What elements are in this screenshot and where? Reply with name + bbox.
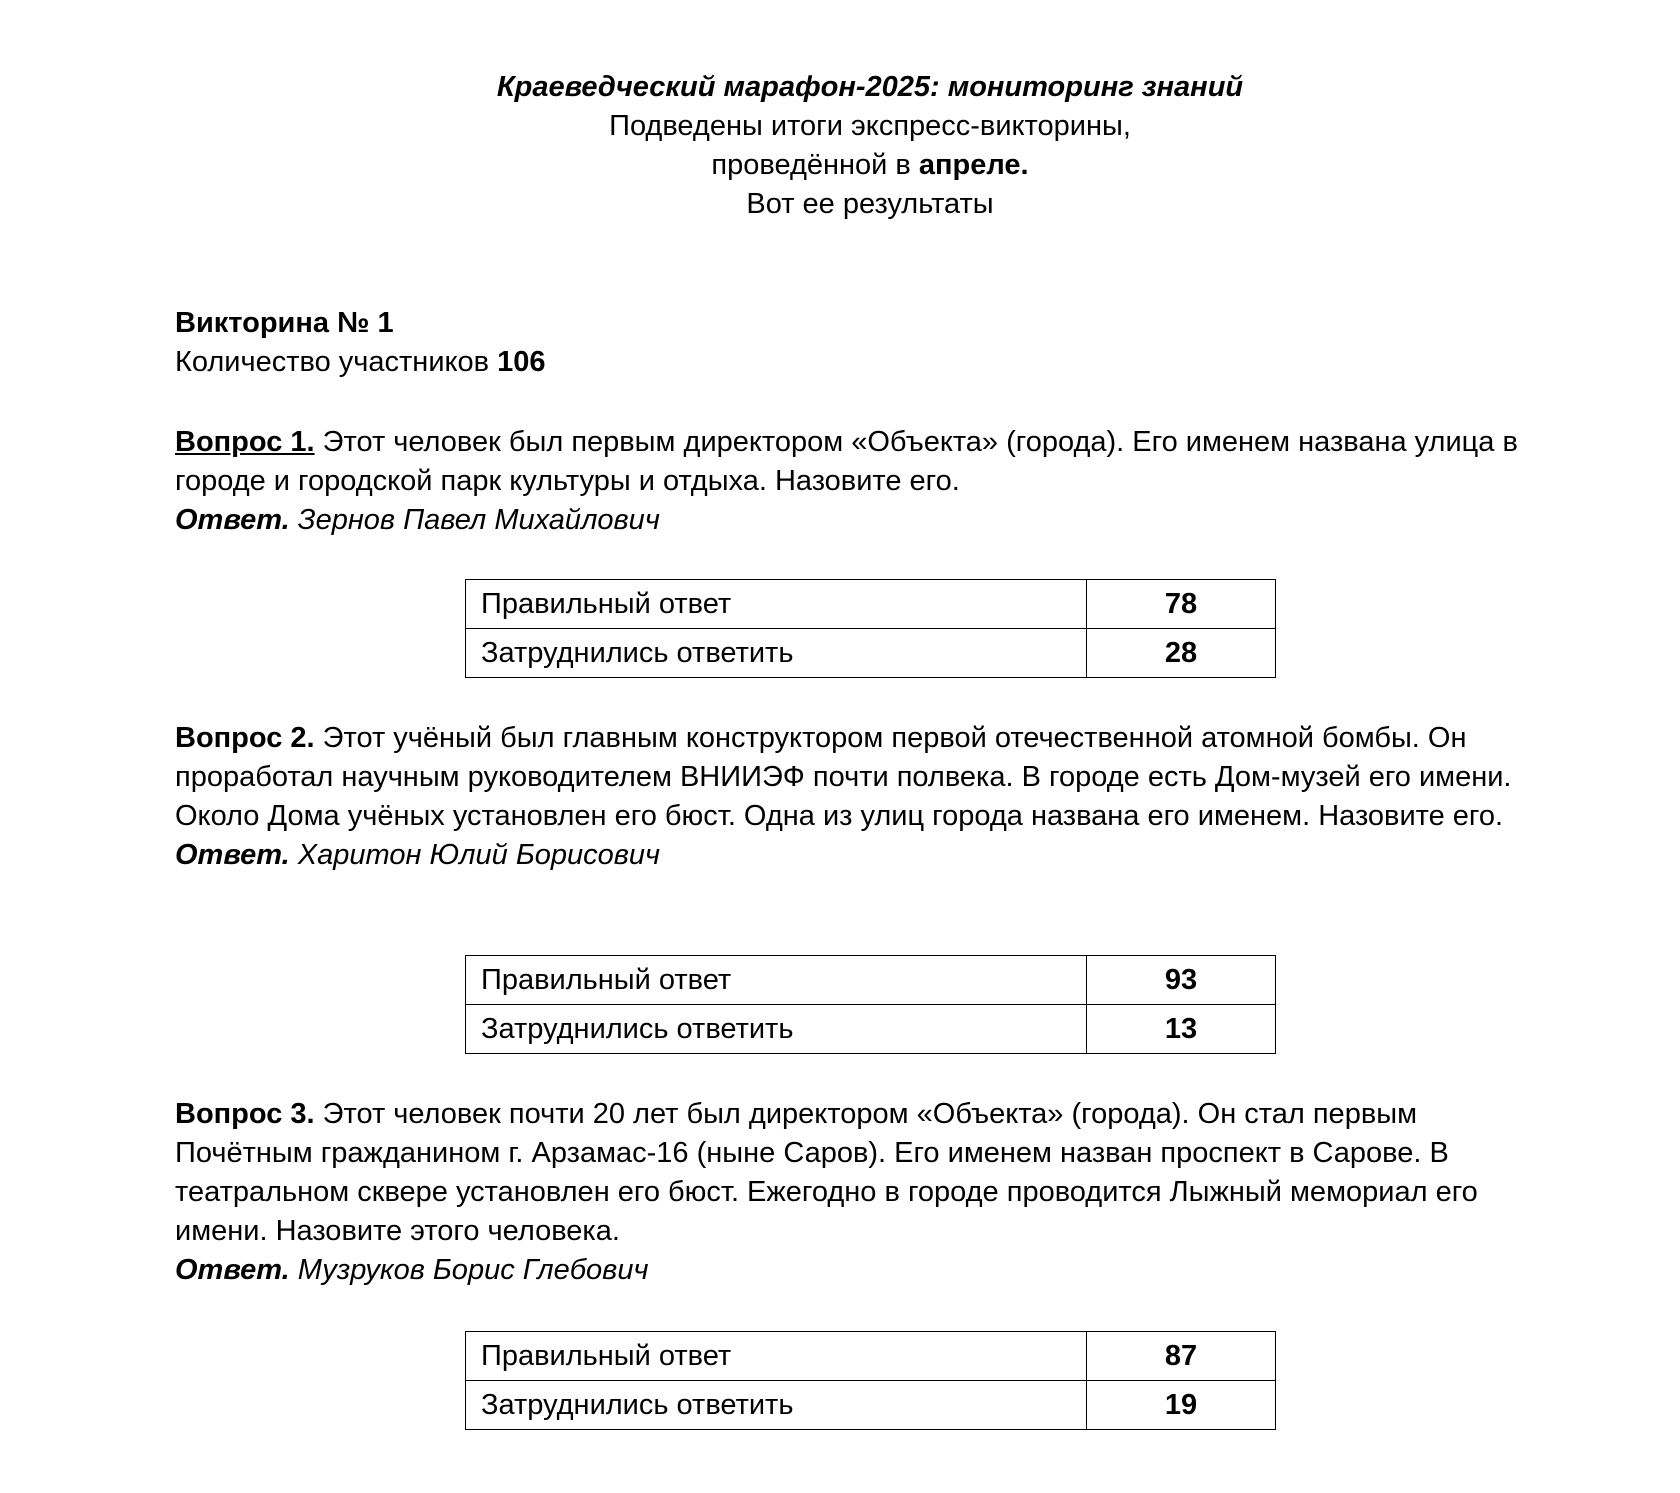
row-label: Затруднились ответить bbox=[466, 629, 1087, 678]
answer bbox=[175, 501, 1545, 540]
subtitle-prefix: проведённой в bbox=[711, 149, 919, 181]
results-table-3 bbox=[465, 1331, 1276, 1430]
participants-label: Количество участников bbox=[175, 346, 498, 378]
answer-text: Музруков Борис Глебович bbox=[289, 1254, 649, 1286]
subtitle-line-1: Подведены итоги экспресс-викторины, bbox=[609, 110, 1131, 142]
quiz-title: Викторина № 1 bbox=[175, 307, 394, 339]
answer-text: Харитон Юлий Борисович bbox=[289, 839, 660, 871]
answer-label: Ответ. bbox=[175, 1254, 290, 1286]
table-row bbox=[466, 580, 1276, 629]
question-text bbox=[175, 719, 1545, 836]
month: апреле. bbox=[918, 149, 1029, 181]
question-label: Вопрос 3. bbox=[175, 1098, 315, 1130]
question-label: Вопрос 2. bbox=[175, 722, 315, 754]
row-value: 13 bbox=[1087, 1005, 1276, 1054]
question-label: Вопрос 1. bbox=[175, 426, 315, 458]
answer bbox=[175, 836, 1545, 875]
results-table-2 bbox=[465, 955, 1276, 1054]
row-value: 93 bbox=[1087, 956, 1276, 1005]
row-label: Правильный ответ bbox=[466, 580, 1087, 629]
row-value: 87 bbox=[1087, 1332, 1276, 1381]
question-3 bbox=[175, 1095, 1545, 1290]
participants bbox=[175, 343, 1545, 382]
table-row bbox=[466, 629, 1276, 678]
question-2 bbox=[175, 719, 1545, 875]
answer bbox=[175, 1251, 1545, 1290]
table-row bbox=[466, 1332, 1276, 1381]
table-row bbox=[466, 1381, 1276, 1430]
question-1 bbox=[175, 423, 1545, 540]
quiz-info bbox=[175, 304, 1545, 382]
question-body: Этот человек был первым директором «Объекта» (города). Его именем названа улица в городе и городской парк культуры и отдыха. Назовите его. bbox=[175, 426, 1518, 497]
row-value: 19 bbox=[1087, 1381, 1276, 1430]
participants-count: 106 bbox=[497, 346, 546, 378]
row-value: 78 bbox=[1087, 580, 1276, 629]
results-table-1 bbox=[465, 579, 1276, 678]
doc-title: Краеведческий марафон-2025: мониторинг знаний bbox=[496, 71, 1244, 103]
row-label: Правильный ответ bbox=[466, 1332, 1087, 1381]
question-body: Этот человек почти 20 лет был директором «Объекта» (города). Он стал первым Почётным гражданином г. Арзамас-16 (ныне Саров). Его именем назван проспект в Сарове. В театральном сквере установлен его бюст. Ежегодно в городе проводится Лыжный мемориал его имени. Назовите этого человека. bbox=[175, 1098, 1478, 1247]
table-row bbox=[466, 956, 1276, 1005]
answer-text: Зернов Павел Михайлович bbox=[289, 504, 660, 536]
answer-label: Ответ. bbox=[175, 839, 290, 871]
row-value: 28 bbox=[1087, 629, 1276, 678]
row-label: Затруднились ответить bbox=[466, 1005, 1087, 1054]
question-text bbox=[175, 423, 1520, 501]
question-body: Этот учёный был главным конструктором первой отечественной атомной бомбы. Он проработал научным руководителем ВНИИЭФ почти полвека. В городе есть Дом-музей его имени. Около Дома учёных установлен его бюст. Одна из улиц города названа его именем. Назовите его. bbox=[175, 722, 1512, 832]
header bbox=[0, 68, 1680, 224]
row-label: Правильный ответ bbox=[466, 956, 1087, 1005]
subtitle-line-2 bbox=[0, 146, 1680, 185]
row-label: Затруднились ответить bbox=[466, 1381, 1087, 1430]
subtitle-line-3: Вот ее результаты bbox=[746, 188, 994, 220]
table-row bbox=[466, 1005, 1276, 1054]
question-text bbox=[175, 1095, 1535, 1251]
answer-label: Ответ. bbox=[175, 504, 290, 536]
